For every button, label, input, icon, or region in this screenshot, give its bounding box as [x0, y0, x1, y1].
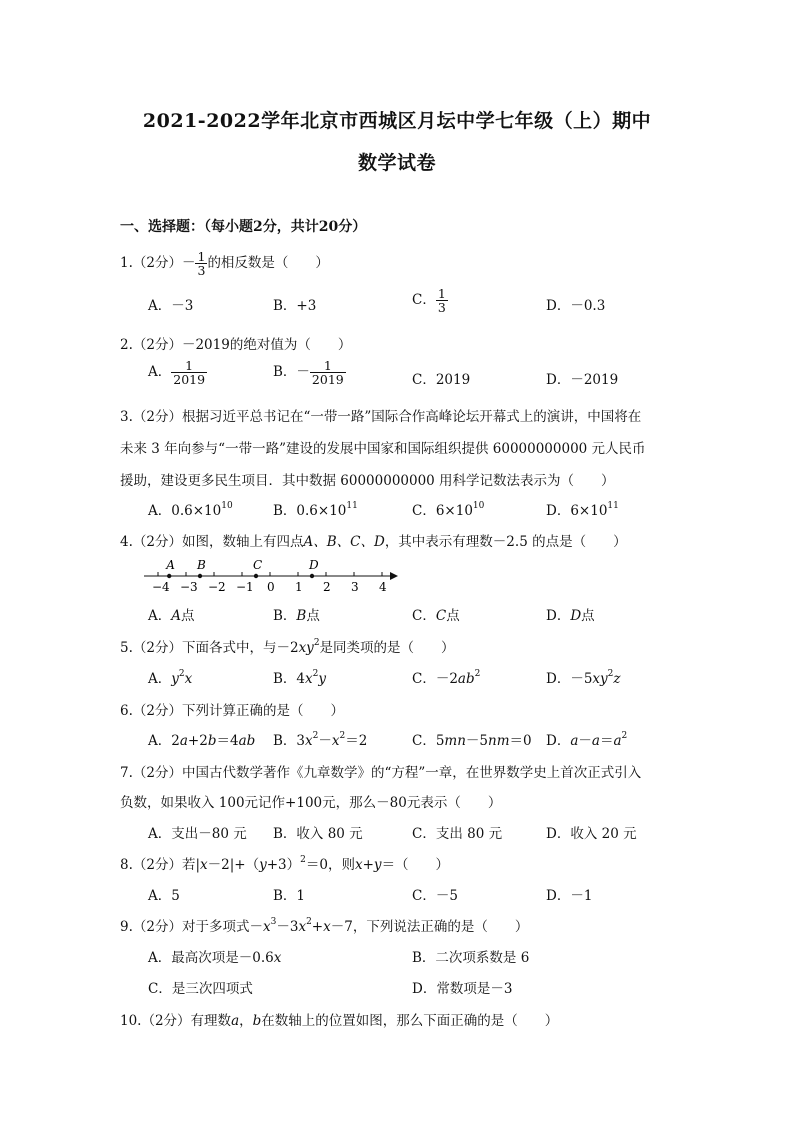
exponent: 10 [221, 501, 233, 511]
q2-option-a [148, 359, 207, 386]
denominator: 2019 [173, 372, 206, 388]
number-line-tick-label: 0 [267, 580, 275, 594]
option-text: A．0.6×10 [148, 503, 222, 519]
q7-option-a: A．支出－80 元 [148, 826, 247, 842]
numerator: 1 [310, 359, 346, 373]
denominator: 2019 [311, 372, 344, 388]
option-label: C． [412, 608, 436, 624]
minus-sign: － [181, 255, 196, 272]
question-7-line1: 7.（2分）中国古代数学著作《九章数学》的“方程”一章，在世界数学史上首次正式引入 [120, 765, 642, 781]
q3-option-d [546, 499, 619, 519]
option-text: A．最高次项是－0.6 [148, 950, 274, 966]
variable: D [570, 608, 582, 624]
number-line-point-label: B [197, 558, 206, 572]
question-text: －2|+（ [207, 857, 260, 873]
q6-option-b: B．$3x^2-x^2=2$ [273, 731, 368, 749]
question-text: ＝（ ） [381, 857, 450, 873]
option-label: B．－ [273, 364, 310, 381]
fraction [195, 250, 207, 277]
number-line-point-label: D [309, 558, 319, 572]
number-line-point [167, 574, 171, 578]
question-7-line2: 负数，如果收入 100元记作+100元，那么－80元表示（ ） [120, 795, 502, 811]
number-line-tick-label: −3 [180, 580, 198, 594]
paper-title-line1: 2021-2022学年北京市西城区月坛中学七年级（上）期中 [142, 110, 652, 132]
number-line-arrow-icon [390, 572, 398, 580]
q8-option-a: A．5 [148, 888, 180, 904]
q7-option-c: C．支出 80 元 [412, 826, 503, 842]
exponent: 2 [313, 638, 320, 648]
question-6: 6.（2分）下列计算正确的是（ ） [120, 703, 344, 719]
number-line-tick-label: −1 [236, 580, 254, 594]
variable: x [200, 857, 208, 873]
option-text: 点 [306, 608, 320, 624]
q9-option-a: A．最高次项是－0.6x [148, 950, 282, 966]
fraction [310, 359, 346, 386]
variable: A [171, 608, 181, 624]
question-text: 4.（2分）如图，数轴上有四点 [120, 534, 304, 550]
q4-option-d [546, 604, 595, 624]
q8-option-d: D．－1 [546, 888, 593, 904]
question-number: 1.（2分） [120, 255, 182, 272]
option-label: B． [273, 608, 297, 624]
option-text: D．6×10 [546, 503, 608, 519]
numerator: 1 [197, 249, 206, 264]
q1-option-d: D．－0.3 [546, 298, 606, 314]
q4-option-a [148, 604, 195, 624]
option-text: B．0.6×10 [273, 503, 347, 519]
q2-option-c: C．2019 [412, 372, 471, 388]
denominator: 3 [197, 263, 206, 279]
q5-option-a: A．$y^2x$ [148, 669, 193, 687]
variable: x [354, 857, 363, 873]
question-4 [120, 530, 627, 550]
fraction [171, 359, 207, 386]
question-text: 是同类项的是（ ） [319, 640, 455, 656]
q7-option-b: B．收入 80 元 [273, 826, 363, 842]
variable: xy [298, 640, 314, 656]
q8-option-b: B．1 [273, 888, 306, 904]
question-text: ＝0，则 [305, 857, 355, 873]
question-3-line3: 援助，建设更多民生项目．其中数据 60000000000 用科学记数法表示为（ ） [120, 473, 615, 489]
q3-option-c [412, 499, 484, 519]
exponent: 11 [607, 501, 619, 511]
q9-option-d: D．常数项是－3 [412, 981, 513, 997]
option-text: C．6×10 [412, 503, 473, 519]
number-line-point-label: A [166, 558, 175, 572]
question-1 [120, 250, 329, 277]
option-text: 点 [446, 608, 460, 624]
question-text: 5.（2分）下面各式中，与－2 [120, 640, 299, 656]
option-label: D． [546, 608, 571, 624]
q5-option-c: C．$-2ab^2$ [412, 669, 481, 687]
exponent: 11 [346, 501, 358, 511]
number-line-tick-label: −2 [208, 580, 226, 594]
number-line-tick-label: 4 [379, 580, 387, 594]
exponent: 10 [472, 501, 485, 511]
option-label: A． [148, 364, 172, 381]
question-9: 9.（2分）对于多项式$-x^3-3x^2+x-7$，下列说法正确的是（ ） [120, 917, 529, 935]
q9-option-c: C．是三次四项式 [148, 981, 253, 997]
q8-option-c: C．－5 [412, 888, 458, 904]
question-3-line1: 3.（2分）根据习近平总书记在“一带一路”国际合作高峰论坛开幕式上的演讲，中国将在 [120, 409, 642, 425]
q4-option-c [412, 604, 460, 624]
number-line-point [310, 574, 314, 578]
question-10: 10.（2分）有理数a，b在数轴上的位置如图，那么下面正确的是（ ） [120, 1013, 559, 1029]
number-line-tick-label: 3 [351, 580, 359, 594]
variable: B [296, 608, 307, 624]
variable: y [259, 857, 267, 873]
question-text: －7，下列说法正确的是（ ） [330, 919, 529, 935]
q4-option-b [273, 604, 320, 624]
question-text: 8.（2分）若| [120, 857, 201, 873]
denominator: 3 [437, 300, 446, 316]
paper-title-line2: 数学试卷 [357, 152, 436, 174]
question-5 [120, 636, 455, 656]
question-2: 2.（2分）－2019的绝对值为（ ） [120, 337, 352, 353]
number-line-tick-label: 2 [323, 580, 331, 594]
q3-option-a [148, 499, 233, 519]
question-8: 8.（2分）若$|x-2|+(y+3)^2=0$，则x+y＝（ ） [120, 855, 450, 873]
option-label: A． [148, 608, 172, 624]
q6-option-d: D．$a-a=a^2$ [546, 731, 628, 749]
question-text: +3） [266, 857, 301, 873]
q1-option-b: B．+3 [273, 298, 317, 314]
q2-option-d: D．－2019 [546, 372, 619, 388]
question-text: 10.（2分）有理数 [120, 1013, 232, 1029]
number-line-tick-label: −4 [152, 580, 170, 594]
q3-option-b [273, 499, 358, 519]
option-text: 点 [581, 608, 595, 624]
section-heading: 一、选择题：（每小题2分，共计20分） [120, 219, 367, 235]
question-text: 9.（2分）对于多项式－ [120, 919, 263, 935]
question-text: ，其中表示有理数－2.5 的点是（ ） [384, 534, 627, 550]
question-text: ， [239, 1013, 253, 1029]
number-line-point [198, 574, 202, 578]
numerator: 1 [437, 286, 446, 301]
q9-option-b: B．二次项系数是 6 [412, 950, 530, 966]
q5-option-b: B．$4x^2y$ [273, 669, 327, 687]
q1-option-c [412, 287, 448, 314]
question-text: 的相反数是（ ） [207, 255, 329, 272]
numerator: 1 [171, 359, 207, 373]
question-text: －3 [276, 919, 299, 935]
fraction [436, 287, 448, 314]
variable: A、B、C、D [303, 534, 385, 550]
question-text: 在数轴上的位置如图，那么下面正确的是（ ） [261, 1013, 559, 1029]
option-text: 点 [181, 608, 195, 624]
number-line-point [254, 574, 258, 578]
q6-option-a: A．2a+2b＝4ab [148, 733, 256, 749]
variable: y [373, 857, 382, 873]
q7-option-d: D．收入 20 元 [546, 826, 637, 842]
q6-option-c: C．5mn－5nm＝0 [412, 733, 532, 749]
q5-option-d: D．$-5xy^2z$ [546, 669, 621, 687]
q2-option-b [273, 359, 346, 386]
q1-option-a: A．－3 [148, 298, 194, 314]
option-label: C． [412, 292, 436, 309]
number-line-point-label: C [253, 558, 263, 572]
number-line-tick-label: 1 [295, 580, 303, 594]
exponent: 2 [300, 855, 306, 865]
number-line-figure [140, 556, 402, 596]
variable: C [435, 608, 447, 624]
question-3-line2: 未来 3 年向参与“一带一路”建设的发展中国家和国际组织提供 60000000000 元人民币 [120, 441, 646, 457]
